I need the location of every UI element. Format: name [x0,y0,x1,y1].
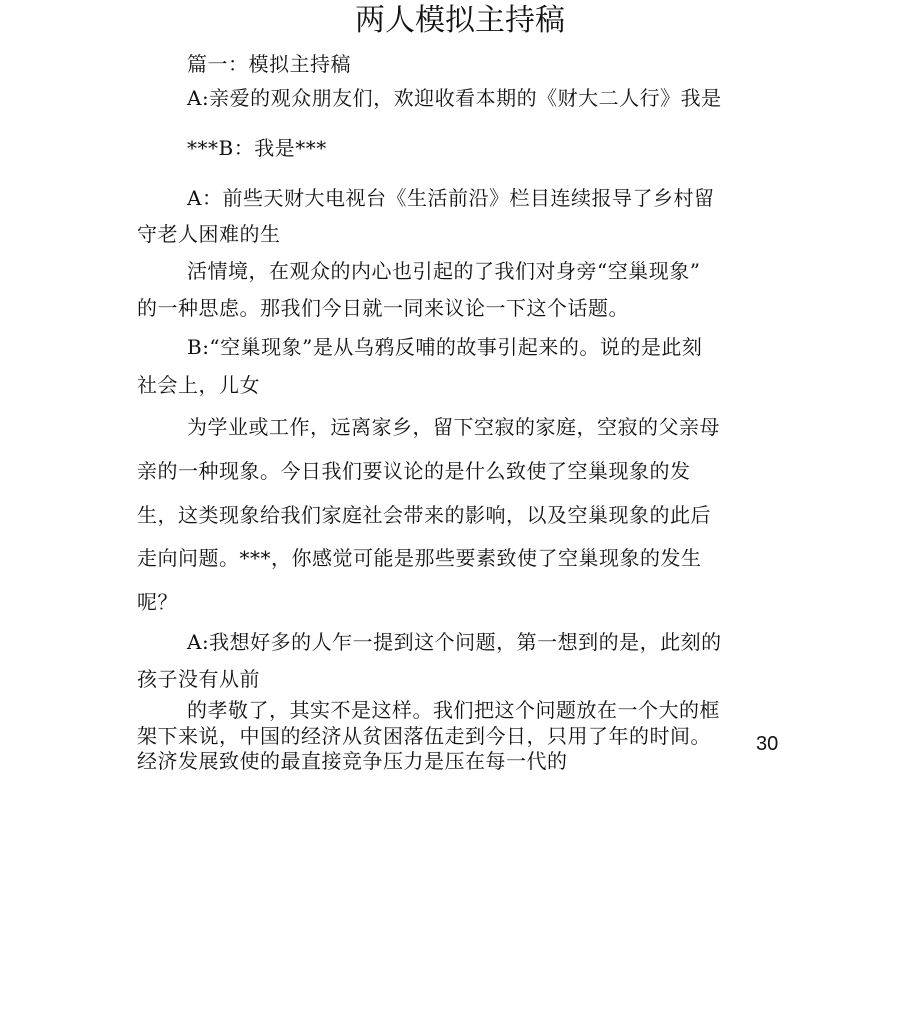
text-line: 孩子没有从前 [137,667,260,691]
text-line: 为学业或工作，远离家乡，留下空寂的家庭，空寂的父亲母 [187,415,720,439]
text-line: A:我想好多的人乍一提到这个问题，第一想到的是，此刻的 [187,630,722,654]
text-line: 生，这类现象给我们家庭社会带来的影响，以及空巢现象的此后 [137,503,711,527]
text-line: 社会上，儿女 [137,373,260,397]
text-line: 呢？ [137,590,178,614]
text-line: 经济发展致使的最直接竞争压力是压在每一代的 [137,749,568,773]
text-line: 亲的一种现象。今日我们要议论的是什么致使了空巢现象的发 [137,459,691,483]
page-number: 30 [756,733,779,755]
text-line: 架下来说，中国的经济从贫困落伍走到今日，只用了年的时间。 [137,724,711,748]
text-line: 的一种思虑。那我们今日就一同来议论一下这个话题。 [137,296,629,320]
text-line: 活情境，在观众的内心也引起的了我们对身旁“空巢现象” [187,259,701,283]
text-line: B:“空巢现象”是从乌鸦反哺的故事引起来的。说的是此刻 [187,335,703,359]
text-line: 篇一：模拟主持稿 [187,52,351,76]
text-line: 走向问题。***，你感觉可能是那些要素致使了空巢现象的发生 [137,546,702,570]
text-line: ***B：我是*** [187,136,327,160]
text-line: A:亲爱的观众朋友们，欢迎收看本期的《财大二人行》我是 [187,86,722,110]
text-line: 的孝敬了，其实不是这样。我们把这个问题放在一个大的框 [187,698,720,722]
text-line: A：前些天财大电视台《生活前沿》栏目连续报导了乡村留 [187,186,715,210]
text-line: 守老人困难的生 [137,222,281,246]
document-title: 两人模拟主持稿 [355,3,565,38]
